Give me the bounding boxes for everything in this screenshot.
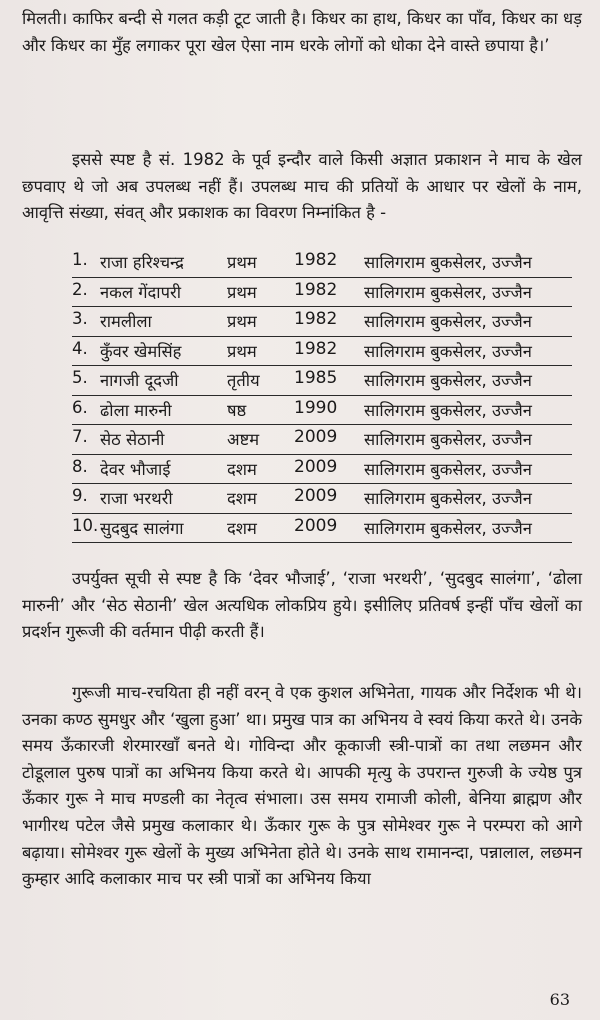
item-edition: प्रथम: [227, 312, 257, 331]
item-number: 10.: [72, 515, 99, 535]
item-publisher: सालिगराम बुकसेलर, उज्जैन: [364, 282, 532, 302]
list-item: [72, 484, 572, 514]
list-item: [72, 307, 572, 337]
item-number: 4.: [72, 338, 88, 358]
item-publisher: सालिगराम बुकसेलर, उज्जैन: [364, 253, 532, 272]
item-year: 1982: [294, 309, 338, 329]
item-year: 1982: [294, 279, 338, 300]
item-edition: तृतीय: [227, 371, 260, 390]
paragraph-text: इससे स्पष्ट है सं. 1982 के पूर्व इन्दौर वाले किसी अज्ञात प्रकाशन ने माच के खेल छपवाए थे जो अब उपलब्ध नहीं हैं। उपलब्ध माच की प्रतियों के आधार पर खेलों के नाम, आवृत्ति संख्या, संवत् और प्रकाशक का विवरण निम्नांकित है -: [22, 150, 582, 223]
item-edition: षष्ठ: [227, 400, 247, 420]
paragraph-intro-list: [22, 147, 582, 227]
item-year: 2009: [294, 456, 338, 477]
list-item: [72, 366, 572, 396]
item-number: 2.: [72, 279, 88, 299]
item-number: 7.: [72, 427, 88, 446]
paragraph-continuation: [22, 6, 582, 59]
item-publisher: सालिगराम बुकसेलर, उज्जैन: [364, 371, 532, 390]
list-item: [72, 455, 572, 485]
item-edition: दशम: [227, 518, 257, 538]
item-publisher: सालिगराम बुकसेलर, उज्जैन: [364, 518, 532, 538]
item-number: 8.: [72, 456, 88, 476]
item-number: 9.: [72, 486, 88, 505]
item-year: 2009: [294, 515, 338, 536]
paragraph-text: मिलती। काफिर बन्दी से गलत कड़ी टूट जाती है। किधर का हाथ, किधर का पाँव, किधर का धड़ और किधर का मुँह लगाकर पूरा खेल ऐसा नाम धरके लोगों को धोका देने वास्ते छपाया है।’: [22, 9, 582, 55]
item-title: देवर भौजाई: [100, 459, 171, 479]
item-publisher: सालिगराम बुकसेलर, उज्जैन: [364, 312, 532, 331]
item-number: 3.: [72, 309, 88, 328]
item-number: 5.: [72, 368, 88, 387]
item-year: 1982: [294, 338, 338, 359]
item-year: 2009: [294, 486, 338, 506]
list-item: [72, 425, 572, 455]
item-year: 1990: [294, 397, 338, 418]
item-year: 1982: [294, 250, 338, 270]
item-title: रामलीला: [100, 312, 152, 331]
item-edition: प्रथम: [227, 341, 257, 361]
item-title: राजा भरथरी: [100, 489, 173, 508]
item-title: राजा हरिश्चन्द्र: [100, 253, 184, 272]
page-number: 63: [549, 990, 570, 1009]
list-item: [72, 514, 572, 544]
list-item: [72, 278, 572, 308]
list-item: [72, 396, 572, 426]
item-number: 1.: [72, 250, 88, 269]
paragraph-text: उपर्युक्त सूची से स्पष्ट है कि ‘देवर भौजाई’, ‘राजा भरथरी’, ‘सुदबुद सालंगा’, ‘ढोला मारुनी’ और ‘सेठ सेठानी’ खेल अत्यधिक लोकप्रिय हुये। इसीलिए प्रतिवर्ष इन्हीं पाँच खेलों का प्रदर्शन गुरूजी की वर्तमान पीढ़ी करती हैं।: [22, 569, 582, 642]
play-list: [72, 248, 572, 543]
item-title: नागजी दूदजी: [100, 371, 179, 390]
item-publisher: सालिगराम बुकसेलर, उज्जैन: [364, 400, 532, 420]
item-year: 1985: [294, 368, 338, 388]
item-publisher: सालिगराम बुकसेलर, उज्जैन: [364, 489, 532, 508]
list-item: [72, 248, 572, 278]
item-publisher: सालिगराम बुकसेलर, उज्जैन: [364, 341, 532, 361]
item-edition: दशम: [227, 459, 257, 479]
item-year: 2009: [294, 427, 338, 447]
item-edition: प्रथम: [227, 282, 257, 302]
item-title: सुदबुद सालंगा: [100, 518, 184, 538]
paragraph-text: गुरूजी माच-रचयिता ही नहीं वरन् वे एक कुशल अभिनेता, गायक और निर्देशक भी थे। उनका कण्ठ सुमधुर और ‘खुला हुआ’ था। प्रमुख पात्र का अभिनय वे स्वयं किया करते थे। उनके समय ऊँकारजी शेरमारखाँ बनते थे। गोविन्दा और कूकाजी स्त्री-पात्रों का तथा लछमन और टोडूलाल पुरुष पात्रों का अभिनय किया करते थे। आपकी मृत्यु के उपरान्त गुरुजी के ज्येष्ठ पुत्र ऊँकार गुरू ने माच मण्डली का नेतृत्व संभाला। उस समय रामाजी कोली, बेनिया ब्राह्मण और भागीरथ पटेल जैसे प्रमुख कलाकार थे। ऊँकार गुरू के पुत्र सोमेश्वर गुरू ने परम्परा को आगे बढ़ाया। सोमेश्वर गुरू खेलों के मुख्य अभिनेता होते थे। उनके साथ रामानन्दा, पन्नालाल, लछमन कुम्हार आदि कलाकार माच पर स्त्री पात्रों का अभिनय किया: [22, 683, 582, 889]
paragraph-popular-plays: [22, 566, 582, 646]
item-edition: दशम: [227, 489, 257, 508]
item-title: ढोला मारुनी: [100, 400, 172, 420]
item-edition: प्रथम: [227, 253, 257, 272]
item-publisher: सालिगराम बुकसेलर, उज्जैन: [364, 430, 532, 449]
item-publisher: सालिगराम बुकसेलर, उज्जैन: [364, 459, 532, 479]
paragraph-guruji: [22, 680, 582, 893]
item-title: सेठ सेठानी: [100, 430, 165, 449]
item-title: कुँवर खेमसिंह: [100, 341, 182, 361]
item-edition: अष्टम: [227, 430, 260, 449]
item-title: नकल गेंदापरी: [100, 282, 181, 302]
item-number: 6.: [72, 397, 88, 417]
list-item: [72, 337, 572, 367]
